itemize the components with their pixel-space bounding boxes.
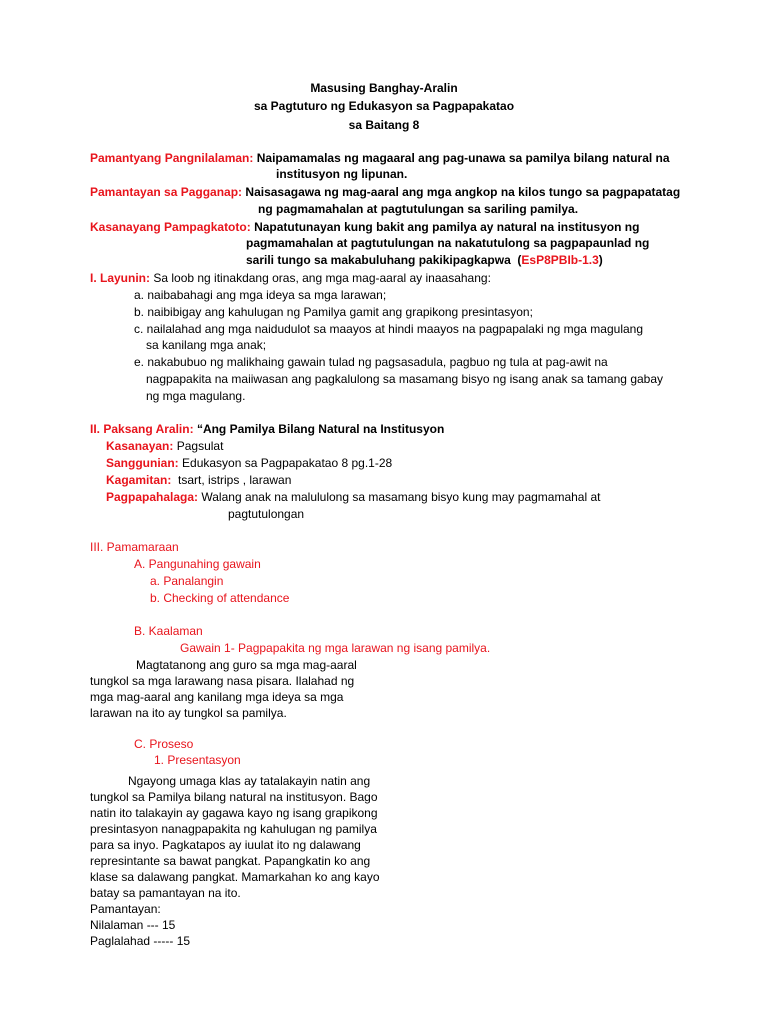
- subject-reference-value: Edukasyon sa Pagpapakatao 8 pg.1-28: [182, 456, 393, 470]
- para2-line6: represintante sa bawat pangkat. Papangkatin ko ang: [90, 854, 371, 868]
- competency-text-3: [246, 252, 603, 268]
- subject-skill-label: Kasanayan:: [106, 439, 174, 453]
- performance-standard-label: Pamantayan sa Pagganap:: [90, 185, 243, 199]
- subject-values: [106, 489, 601, 505]
- objective-a: a. naibabahagi ang mga ideya sa mga larawan;: [134, 288, 387, 302]
- competency-text-3a: sarili tungo sa makabuluhang pakikipagkapwa: [246, 253, 511, 267]
- content-standard-text: Naipamamalas ng magaaral ang pag-unawa sa pamilya bilang natural na: [256, 151, 670, 165]
- para2-line1: Ngayong umaga klas ay tatalakayin natin ang: [128, 774, 371, 788]
- content-standard: [90, 150, 670, 166]
- performance-standard: [90, 184, 680, 200]
- para1-line1: Magtatanong ang guro sa mga mag-aaral: [136, 658, 357, 672]
- content-standard-text-2: institusyon ng lipunan.: [276, 167, 408, 181]
- criteria-label: Pamantayan:: [90, 902, 161, 916]
- subject-materials-value: tsart, istrips , larawan: [178, 473, 292, 487]
- subject-reference-label: Sanggunian:: [106, 456, 179, 470]
- objective-e: e. nakabubuo ng malikhaing gawain tulad ng pagsasadula, pagbuo ng tula at pag-awit na: [134, 355, 608, 369]
- procedure-a-attendance: b. Checking of attendance: [150, 591, 290, 605]
- subject-skill-value: Pagsulat: [176, 439, 224, 453]
- objective-e-cont-2: ng mga magulang.: [146, 389, 246, 403]
- competency-code-open: (: [517, 253, 522, 267]
- procedure-activity: Gawain 1- Pagpapakita ng mga larawan ng isang pamilya.: [180, 641, 491, 655]
- competency: [90, 219, 639, 235]
- criteria-delivery: Paglalahad ----- 15: [90, 934, 191, 948]
- procedure-heading: III. Pamamaraan: [90, 540, 179, 554]
- objectives-label: I. Layunin:: [90, 271, 150, 285]
- criteria-content: Nilalaman --- 15: [90, 918, 176, 932]
- title-line-1: Masusing Banghay-Aralin: [310, 81, 458, 95]
- subject-label: II. Paksang Aralin:: [90, 422, 194, 436]
- competency-text: Napatutunayan kung bakit ang pamilya ay natural na institusyon ng: [254, 220, 640, 234]
- competency-code: EsP8PBIb-1.3: [521, 253, 599, 267]
- procedure-c: C. Proseso: [134, 737, 194, 751]
- subject-reference: [106, 455, 392, 471]
- para2-line3: natin ito talakayin ay gagawa kayo ng isang grapikong: [90, 806, 378, 820]
- objective-e-cont-1: nagpapakita na maiiwasan ang pagkalulong sa masamang bisyo ng isang anak sa tamang gabay: [146, 372, 664, 386]
- objective-b: b. naibibigay ang kahulugan ng Pamilya gamit ang grapikong presintasyon;: [134, 305, 533, 319]
- title-line-2: sa Pagtuturo ng Edukasyon sa Pagpapakatao: [253, 99, 515, 113]
- para1-line4: larawan na ito ay tungkol sa pamilya.: [90, 706, 287, 720]
- competency-text-2: pagmamahalan at pagtutulungan na nakatutulong sa pagpapaunlad ng: [246, 236, 650, 250]
- procedure-c-presentation: 1. Presentasyon: [154, 753, 241, 767]
- objective-c-cont: sa kanilang mga anak;: [146, 338, 267, 352]
- para1-line2: tungkol sa mga larawang nasa pisara. Ilalahad ng: [90, 674, 355, 688]
- para1-line3: mga mag-aaral ang kanilang mga ideya sa mga: [90, 690, 344, 704]
- title-line-3: sa Baitang 8: [348, 118, 420, 132]
- subject-values-text-2: pagtutulongan: [228, 507, 305, 521]
- subject-values-text: Walang anak na malululong sa masamang bisyo kung may pagmamahal at: [201, 490, 601, 504]
- procedure-b: B. Kaalaman: [134, 624, 203, 638]
- subject-materials-label: Kagamitan:: [106, 473, 172, 487]
- para2-line7: klase sa dalawang pangkat. Mamarkahan ko ang kayo: [90, 870, 380, 884]
- competency-label: Kasanayang Pampagkatoto:: [90, 220, 251, 234]
- objective-c: c. nailalahad ang mga naidudulot sa maayos at hindi maayos na pagpapalaki ng mga magulang: [134, 322, 644, 336]
- para2-line2: tungkol sa Pamilya bilang natural na institusyon. Bago: [90, 790, 378, 804]
- subject-heading: [90, 421, 444, 437]
- subject-materials: [106, 472, 291, 488]
- subject-values-label: Pagpapahalaga:: [106, 490, 199, 504]
- procedure-a: A. Pangunahing gawain: [134, 557, 261, 571]
- content-standard-label: Pamantyang Pangnilalaman:: [90, 151, 254, 165]
- subject-skill: [106, 438, 223, 454]
- performance-standard-text-2: ng pagmamahalan at pagtutulungan sa sariling pamilya.: [258, 202, 579, 216]
- objectives-heading: [90, 270, 491, 286]
- para2-line5: para sa inyo. Pagkatapos ay iuulat ito ng dalawang: [90, 838, 361, 852]
- objectives-intro: Sa loob ng itinakdang oras, ang mga mag-aaral ay inaasahang:: [153, 271, 491, 285]
- performance-standard-text: Naisasagawa ng mag-aaral ang mga angkop na kilos tungo sa pagpapatatag: [245, 185, 681, 199]
- para2-line4: presintasyon nanagpapakita ng kahulugan ng pamilya: [90, 822, 377, 836]
- subject-topic: “Ang Pamilya Bilang Natural na Institusyon: [196, 422, 445, 436]
- para2-line8: batay sa pamantayan na ito.: [90, 886, 241, 900]
- competency-code-close: ): [598, 253, 603, 267]
- procedure-a-prayer: a. Panalangin: [150, 574, 224, 588]
